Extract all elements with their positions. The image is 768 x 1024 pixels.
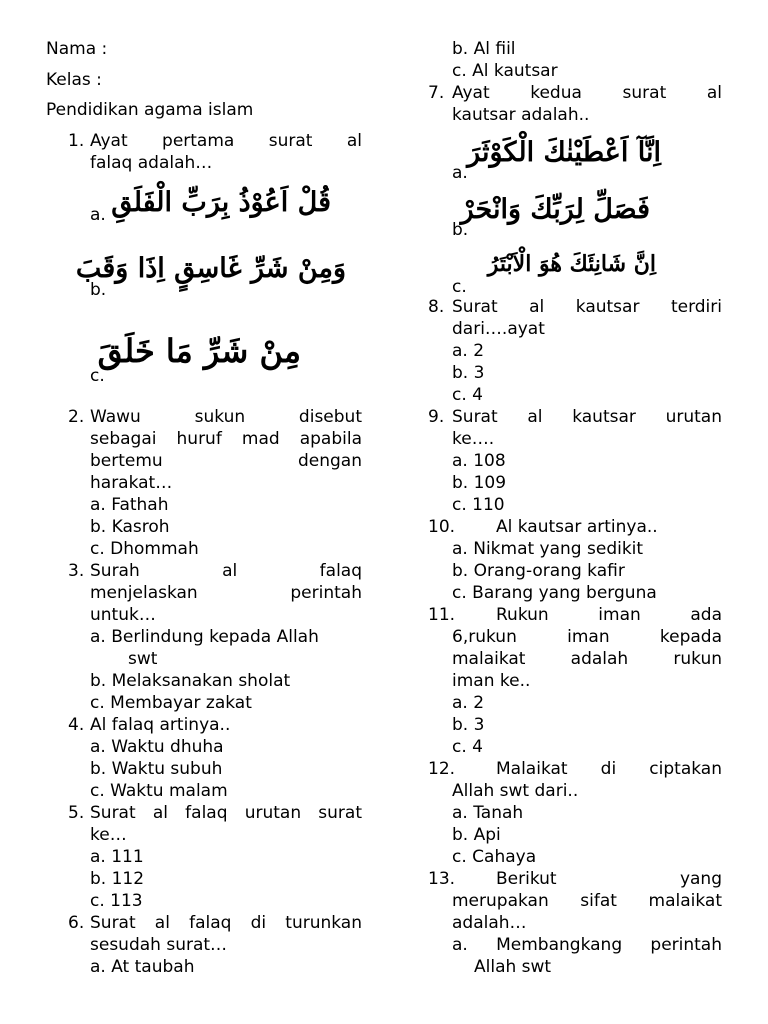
option-a-label: a.: [452, 163, 468, 183]
option-a: a. Fathah: [90, 495, 169, 515]
option-b: b. 3: [452, 363, 485, 383]
question-10: [428, 516, 722, 538]
question-number: 8.: [428, 297, 445, 317]
question-9: [428, 406, 722, 450]
option-b: b. Al fiil: [452, 39, 516, 59]
question-6: [46, 912, 362, 956]
option-b: b. Api: [452, 825, 501, 845]
question-text: Berikut yang: [496, 869, 722, 889]
question-number: 10.: [428, 517, 456, 537]
question-text: sebagai huruf mad apabila: [90, 429, 362, 449]
question-text: Allah swt dari..: [452, 781, 579, 801]
option-a-arabic: قُلْ اَعُوْذُ بِرَبِّ الْفَلَقِ: [111, 187, 331, 218]
option-a: a. 108: [452, 451, 506, 471]
option-c: c. 4: [452, 385, 483, 405]
question-text: menjelaskan perintah: [90, 583, 362, 603]
question-text: Al falaq artinya..: [90, 715, 231, 735]
option-a: a. Nikmat yang sedikit: [452, 539, 644, 559]
option-a-label: a.: [90, 205, 106, 225]
subject-title: Pendidikan agama islam: [46, 100, 254, 120]
question-text: malaikat adalah rukun: [452, 649, 722, 669]
option-c: c. Waktu malam: [90, 781, 228, 801]
question-text: merupakan sifat malaikat: [452, 891, 722, 911]
option-a: a. 111: [90, 847, 144, 867]
option-b: b. Melaksanakan sholat: [90, 671, 291, 691]
question-number: 7.: [428, 83, 445, 103]
option-a: a. At taubah: [90, 957, 195, 977]
option-a-continued: Allah swt: [474, 957, 552, 977]
question-text: Ayat pertama surat al: [90, 131, 362, 151]
question-text: Surat al falaq di turunkan: [90, 913, 362, 933]
nama-label: Nama :: [46, 39, 108, 59]
option-a-continued: swt: [128, 649, 158, 669]
question-text: Surat al kautsar urutan: [452, 407, 722, 427]
option-c: c. 113: [90, 891, 143, 911]
question-8: [428, 296, 722, 340]
question-number: 4.: [68, 715, 85, 735]
option-b-label: b.: [90, 280, 107, 300]
option-c-arabic: اِنَّ شَانِئَكَ هُوَ الْاَبْتَرُ: [487, 251, 656, 277]
question-number: 12.: [428, 759, 456, 779]
question-12: [428, 758, 722, 802]
option-c: c. Cahaya: [452, 847, 537, 867]
option-b: b. Waktu subuh: [90, 759, 223, 779]
option-b: b. Kasroh: [90, 517, 170, 537]
question-number: 13.: [428, 869, 456, 889]
option-a: a. 2: [452, 341, 485, 361]
option-c-arabic: مِنْ شَرِّ مَا خَلَقَ: [97, 332, 301, 370]
option-a: a. Waktu dhuha: [90, 737, 224, 757]
question-text: kautsar adalah..: [452, 105, 590, 125]
option-b: b. Orang-orang kafir: [452, 561, 625, 581]
question-text: Rukun iman ada: [496, 605, 722, 625]
question-number: 2.: [68, 407, 85, 427]
question-13: [428, 868, 722, 934]
question-text: Surah al falaq: [90, 561, 362, 581]
option-c: c. 110: [452, 495, 505, 515]
option-a: [452, 934, 722, 956]
option-b-arabic: وَمِنْ شَرِّ غَاسِقٍ اِذَا وَقَبَ: [75, 253, 346, 284]
option-a-text: a. Membangkang perintah: [452, 935, 722, 955]
option-c: c. 4: [452, 737, 483, 757]
question-text: Surat al falaq urutan surat: [90, 803, 362, 823]
question-number: 5.: [68, 803, 85, 823]
question-5: [46, 802, 362, 846]
question-text: bertemu dengan: [90, 451, 362, 471]
question-text: untuk…: [90, 605, 156, 625]
option-c-label: c.: [452, 277, 467, 297]
option-c-label: c.: [90, 366, 105, 386]
question-number: 3.: [68, 561, 85, 581]
question-number: 11.: [428, 605, 456, 625]
option-b: b. 109: [452, 473, 507, 493]
option-c: c. Barang yang berguna: [452, 583, 657, 603]
question-text: iman ke..: [452, 671, 531, 691]
option-b-label: b.: [452, 220, 469, 240]
question-text: Malaikat di ciptakan: [496, 759, 722, 779]
question-text: 6,rukun iman kepada: [452, 627, 722, 647]
question-text: Al kautsar artinya..: [496, 517, 658, 537]
option-c: c. Membayar zakat: [90, 693, 252, 713]
question-11: [428, 604, 722, 692]
option-a-arabic: اِنَّآ اَعْطَيْنٰكَ الْكَوْثَرَ: [467, 137, 661, 168]
question-4: [46, 714, 362, 736]
question-1: [46, 130, 362, 174]
question-text: ke….: [452, 429, 495, 449]
question-text: harakat…: [90, 473, 173, 493]
option-c: c. Dhommah: [90, 539, 199, 559]
kelas-label: Kelas :: [46, 70, 102, 90]
question-3: [46, 560, 362, 626]
option-b: b. 3: [452, 715, 485, 735]
option-c: c. Al kautsar: [452, 61, 558, 81]
option-a: a. Berlindung kepada Allah: [90, 627, 319, 647]
option-b: b. 112: [90, 869, 145, 889]
question-text: falaq adalah…: [90, 153, 213, 173]
question-number: 6.: [68, 913, 85, 933]
question-7: [428, 82, 722, 126]
question-text: adalah…: [452, 913, 527, 933]
option-a: a. 2: [452, 693, 485, 713]
question-text: Surat al kautsar terdiri: [452, 297, 722, 317]
question-text: Wawu sukun disebut: [90, 407, 362, 427]
question-text: dari….ayat: [452, 319, 545, 339]
question-number: 9.: [428, 407, 445, 427]
question-text: Ayat kedua surat al: [452, 83, 722, 103]
option-a: a. Tanah: [452, 803, 524, 823]
question-number: 1.: [68, 131, 85, 151]
question-2: [46, 406, 362, 494]
question-text: sesudah surat…: [90, 935, 228, 955]
option-b-arabic: فَصَلِّ لِرَبِّكَ وَانْحَرْ: [460, 194, 650, 225]
question-text: ke…: [90, 825, 127, 845]
